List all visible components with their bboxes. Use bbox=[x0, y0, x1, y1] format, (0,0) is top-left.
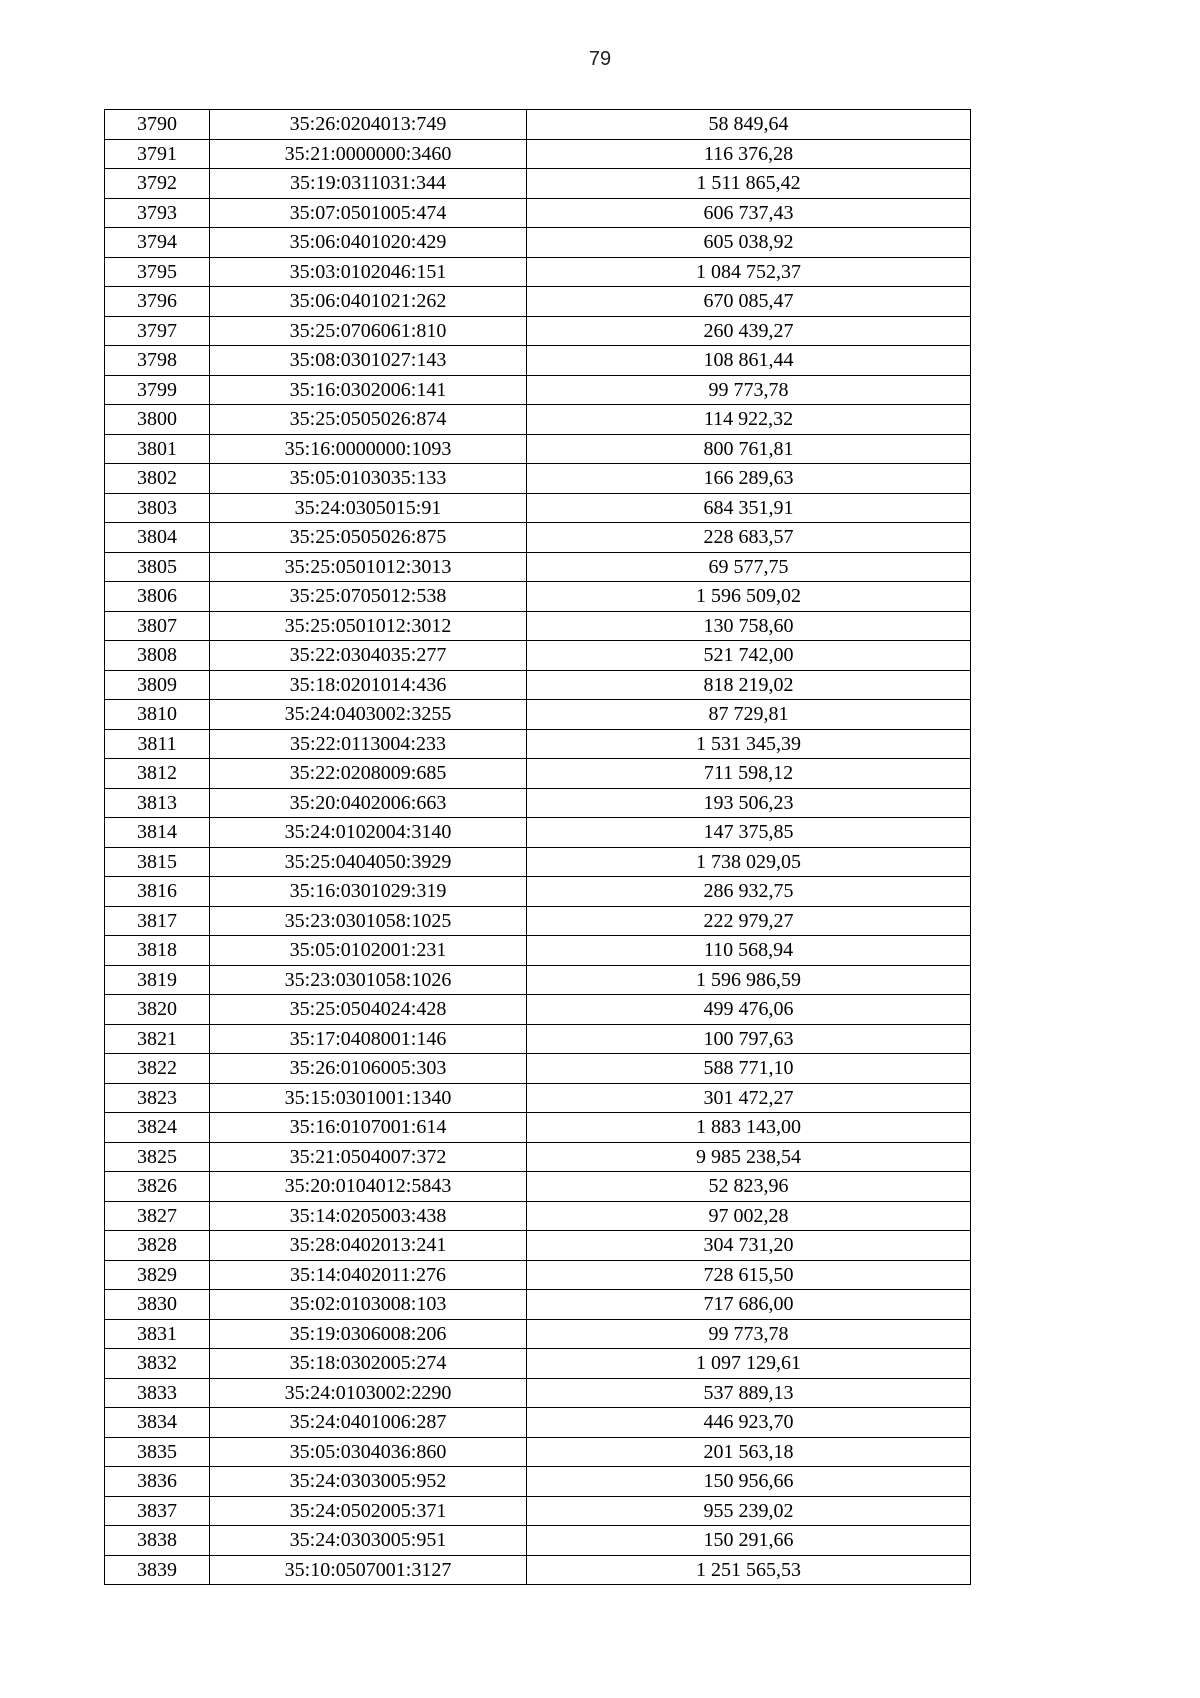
cadastral-number-cell: 35:24:0303005:951 bbox=[210, 1526, 527, 1556]
row-number-cell: 3810 bbox=[105, 700, 210, 730]
cadastral-value-cell: 728 615,50 bbox=[527, 1260, 971, 1290]
table-row bbox=[105, 611, 971, 641]
row-number-cell: 3827 bbox=[105, 1201, 210, 1231]
row-number-cell: 3837 bbox=[105, 1496, 210, 1526]
cadastral-number-cell: 35:23:0301058:1026 bbox=[210, 965, 527, 995]
row-number-cell: 3818 bbox=[105, 936, 210, 966]
table-row bbox=[105, 670, 971, 700]
table-row bbox=[105, 759, 971, 789]
cadastral-number-cell: 35:28:0402013:241 bbox=[210, 1231, 527, 1261]
cadastral-value-cell: 130 758,60 bbox=[527, 611, 971, 641]
cadastral-value-cell: 304 731,20 bbox=[527, 1231, 971, 1261]
row-number-cell: 3826 bbox=[105, 1172, 210, 1202]
row-number-cell: 3806 bbox=[105, 582, 210, 612]
cadastral-value-cell: 588 771,10 bbox=[527, 1054, 971, 1084]
cadastral-number-cell: 35:19:0306008:206 bbox=[210, 1319, 527, 1349]
row-number-cell: 3797 bbox=[105, 316, 210, 346]
table-row bbox=[105, 1260, 971, 1290]
cadastral-number-cell: 35:06:0401020:429 bbox=[210, 228, 527, 258]
row-number-cell: 3801 bbox=[105, 434, 210, 464]
row-number-cell: 3816 bbox=[105, 877, 210, 907]
cadastral-number-cell: 35:25:0501012:3012 bbox=[210, 611, 527, 641]
row-number-cell: 3829 bbox=[105, 1260, 210, 1290]
cadastral-number-cell: 35:10:0507001:3127 bbox=[210, 1555, 527, 1585]
cadastral-number-cell: 35:25:0504024:428 bbox=[210, 995, 527, 1025]
cadastral-value-cell: 58 849,64 bbox=[527, 110, 971, 140]
cadastral-number-cell: 35:25:0705012:538 bbox=[210, 582, 527, 612]
cadastral-value-cell: 286 932,75 bbox=[527, 877, 971, 907]
cadastral-value-cell: 1 738 029,05 bbox=[527, 847, 971, 877]
cadastral-value-cell: 684 351,91 bbox=[527, 493, 971, 523]
table-row bbox=[105, 1172, 971, 1202]
cadastral-value-cell: 166 289,63 bbox=[527, 464, 971, 494]
table-row bbox=[105, 1201, 971, 1231]
cadastral-value-cell: 87 729,81 bbox=[527, 700, 971, 730]
cadastral-number-cell: 35:25:0501012:3013 bbox=[210, 552, 527, 582]
table-body bbox=[105, 110, 971, 1585]
cadastral-value-cell: 97 002,28 bbox=[527, 1201, 971, 1231]
table-row bbox=[105, 788, 971, 818]
row-number-cell: 3834 bbox=[105, 1408, 210, 1438]
cadastral-number-cell: 35:26:0106005:303 bbox=[210, 1054, 527, 1084]
cadastral-value-cell: 818 219,02 bbox=[527, 670, 971, 700]
cadastral-number-cell: 35:05:0102001:231 bbox=[210, 936, 527, 966]
table-row bbox=[105, 582, 971, 612]
table-row bbox=[105, 316, 971, 346]
cadastral-number-cell: 35:24:0303005:952 bbox=[210, 1467, 527, 1497]
cadastral-value-cell: 1 531 345,39 bbox=[527, 729, 971, 759]
cadastral-number-cell: 35:26:0204013:749 bbox=[210, 110, 527, 140]
cadastral-value-cell: 150 291,66 bbox=[527, 1526, 971, 1556]
cadastral-value-cell: 260 439,27 bbox=[527, 316, 971, 346]
row-number-cell: 3807 bbox=[105, 611, 210, 641]
cadastral-value-cell: 52 823,96 bbox=[527, 1172, 971, 1202]
cadastral-number-cell: 35:02:0103008:103 bbox=[210, 1290, 527, 1320]
cadastral-value-cell: 116 376,28 bbox=[527, 139, 971, 169]
table-row bbox=[105, 641, 971, 671]
cadastral-number-cell: 35:16:0302006:141 bbox=[210, 375, 527, 405]
cadastral-number-cell: 35:22:0113004:233 bbox=[210, 729, 527, 759]
cadastral-number-cell: 35:20:0402006:663 bbox=[210, 788, 527, 818]
cadastral-value-cell: 201 563,18 bbox=[527, 1437, 971, 1467]
row-number-cell: 3802 bbox=[105, 464, 210, 494]
cadastral-value-cell: 1 251 565,53 bbox=[527, 1555, 971, 1585]
cadastral-value-cell: 9 985 238,54 bbox=[527, 1142, 971, 1172]
cadastral-number-cell: 35:24:0502005:371 bbox=[210, 1496, 527, 1526]
page-number: 79 bbox=[588, 48, 612, 70]
row-number-cell: 3838 bbox=[105, 1526, 210, 1556]
table-row bbox=[105, 1290, 971, 1320]
table-row bbox=[105, 1526, 971, 1556]
cadastral-number-cell: 35:14:0205003:438 bbox=[210, 1201, 527, 1231]
table-row bbox=[105, 464, 971, 494]
table-row bbox=[105, 700, 971, 730]
table-row bbox=[105, 1378, 971, 1408]
table-row bbox=[105, 1231, 971, 1261]
table-row bbox=[105, 287, 971, 317]
cadastral-value-cell: 100 797,63 bbox=[527, 1024, 971, 1054]
table-row bbox=[105, 906, 971, 936]
row-number-cell: 3835 bbox=[105, 1437, 210, 1467]
cadastral-value-cell: 537 889,13 bbox=[527, 1378, 971, 1408]
cadastral-number-cell: 35:21:0000000:3460 bbox=[210, 139, 527, 169]
cadastral-value-cell: 108 861,44 bbox=[527, 346, 971, 376]
row-number-cell: 3803 bbox=[105, 493, 210, 523]
cadastral-number-cell: 35:06:0401021:262 bbox=[210, 287, 527, 317]
table-row bbox=[105, 375, 971, 405]
cadastral-number-cell: 35:25:0706061:810 bbox=[210, 316, 527, 346]
table-row bbox=[105, 198, 971, 228]
table-row bbox=[105, 729, 971, 759]
table-row bbox=[105, 523, 971, 553]
row-number-cell: 3839 bbox=[105, 1555, 210, 1585]
cadastral-number-cell: 35:20:0104012:5843 bbox=[210, 1172, 527, 1202]
row-number-cell: 3805 bbox=[105, 552, 210, 582]
cadastral-value-cell: 955 239,02 bbox=[527, 1496, 971, 1526]
table-row bbox=[105, 493, 971, 523]
row-number-cell: 3790 bbox=[105, 110, 210, 140]
cadastral-value-cell: 193 506,23 bbox=[527, 788, 971, 818]
cadastral-value-cell: 1 511 865,42 bbox=[527, 169, 971, 199]
cadastral-number-cell: 35:24:0103002:2290 bbox=[210, 1378, 527, 1408]
table-row bbox=[105, 405, 971, 435]
cadastral-value-cell: 150 956,66 bbox=[527, 1467, 971, 1497]
row-number-cell: 3824 bbox=[105, 1113, 210, 1143]
cadastral-value-cell: 711 598,12 bbox=[527, 759, 971, 789]
cadastral-number-cell: 35:15:0301001:1340 bbox=[210, 1083, 527, 1113]
cadastral-value-cell: 114 922,32 bbox=[527, 405, 971, 435]
cadastral-value-cell: 717 686,00 bbox=[527, 1290, 971, 1320]
cadastral-value-cell: 1 097 129,61 bbox=[527, 1349, 971, 1379]
row-number-cell: 3813 bbox=[105, 788, 210, 818]
cadastral-value-cell: 147 375,85 bbox=[527, 818, 971, 848]
cadastral-number-cell: 35:17:0408001:146 bbox=[210, 1024, 527, 1054]
row-number-cell: 3791 bbox=[105, 139, 210, 169]
row-number-cell: 3817 bbox=[105, 906, 210, 936]
cadastral-number-cell: 35:24:0403002:3255 bbox=[210, 700, 527, 730]
cadastral-value-cell: 69 577,75 bbox=[527, 552, 971, 582]
row-number-cell: 3828 bbox=[105, 1231, 210, 1261]
table-row bbox=[105, 552, 971, 582]
row-number-cell: 3833 bbox=[105, 1378, 210, 1408]
table-row bbox=[105, 1083, 971, 1113]
cadastral-value-table bbox=[104, 109, 971, 1585]
cadastral-number-cell: 35:19:0311031:344 bbox=[210, 169, 527, 199]
table-row bbox=[105, 847, 971, 877]
table-row bbox=[105, 936, 971, 966]
cadastral-value-cell: 110 568,94 bbox=[527, 936, 971, 966]
cadastral-value-cell: 521 742,00 bbox=[527, 641, 971, 671]
cadastral-value-cell: 446 923,70 bbox=[527, 1408, 971, 1438]
row-number-cell: 3820 bbox=[105, 995, 210, 1025]
table-row bbox=[105, 1467, 971, 1497]
cadastral-number-cell: 35:16:0107001:614 bbox=[210, 1113, 527, 1143]
cadastral-value-cell: 222 979,27 bbox=[527, 906, 971, 936]
cadastral-value-cell: 499 476,06 bbox=[527, 995, 971, 1025]
cadastral-number-cell: 35:22:0304035:277 bbox=[210, 641, 527, 671]
cadastral-value-cell: 606 737,43 bbox=[527, 198, 971, 228]
row-number-cell: 3832 bbox=[105, 1349, 210, 1379]
table-row bbox=[105, 434, 971, 464]
cadastral-number-cell: 35:24:0305015:91 bbox=[210, 493, 527, 523]
table-row bbox=[105, 1142, 971, 1172]
cadastral-value-cell: 1 596 986,59 bbox=[527, 965, 971, 995]
row-number-cell: 3793 bbox=[105, 198, 210, 228]
cadastral-number-cell: 35:08:0301027:143 bbox=[210, 346, 527, 376]
table-row bbox=[105, 228, 971, 258]
row-number-cell: 3822 bbox=[105, 1054, 210, 1084]
row-number-cell: 3814 bbox=[105, 818, 210, 848]
table-row bbox=[105, 1437, 971, 1467]
row-number-cell: 3819 bbox=[105, 965, 210, 995]
row-number-cell: 3798 bbox=[105, 346, 210, 376]
row-number-cell: 3831 bbox=[105, 1319, 210, 1349]
cadastral-number-cell: 35:24:0401006:287 bbox=[210, 1408, 527, 1438]
table-row bbox=[105, 346, 971, 376]
row-number-cell: 3811 bbox=[105, 729, 210, 759]
row-number-cell: 3809 bbox=[105, 670, 210, 700]
table-row bbox=[105, 818, 971, 848]
row-number-cell: 3808 bbox=[105, 641, 210, 671]
table-row bbox=[105, 1408, 971, 1438]
cadastral-number-cell: 35:23:0301058:1025 bbox=[210, 906, 527, 936]
cadastral-number-cell: 35:07:0501005:474 bbox=[210, 198, 527, 228]
row-number-cell: 3836 bbox=[105, 1467, 210, 1497]
cadastral-value-cell: 605 038,92 bbox=[527, 228, 971, 258]
row-number-cell: 3794 bbox=[105, 228, 210, 258]
cadastral-number-cell: 35:14:0402011:276 bbox=[210, 1260, 527, 1290]
cadastral-value-cell: 301 472,27 bbox=[527, 1083, 971, 1113]
cadastral-number-cell: 35:24:0102004:3140 bbox=[210, 818, 527, 848]
cadastral-number-cell: 35:21:0504007:372 bbox=[210, 1142, 527, 1172]
cadastral-number-cell: 35:16:0301029:319 bbox=[210, 877, 527, 907]
table-row bbox=[105, 169, 971, 199]
cadastral-number-cell: 35:25:0505026:874 bbox=[210, 405, 527, 435]
cadastral-number-cell: 35:22:0208009:685 bbox=[210, 759, 527, 789]
row-number-cell: 3823 bbox=[105, 1083, 210, 1113]
row-number-cell: 3830 bbox=[105, 1290, 210, 1320]
cadastral-number-cell: 35:25:0505026:875 bbox=[210, 523, 527, 553]
cadastral-number-cell: 35:25:0404050:3929 bbox=[210, 847, 527, 877]
cadastral-value-cell: 1 883 143,00 bbox=[527, 1113, 971, 1143]
row-number-cell: 3804 bbox=[105, 523, 210, 553]
row-number-cell: 3792 bbox=[105, 169, 210, 199]
cadastral-number-cell: 35:18:0302005:274 bbox=[210, 1349, 527, 1379]
table-row bbox=[105, 995, 971, 1025]
row-number-cell: 3815 bbox=[105, 847, 210, 877]
table-row bbox=[105, 110, 971, 140]
table-row bbox=[105, 1496, 971, 1526]
row-number-cell: 3796 bbox=[105, 287, 210, 317]
table-row bbox=[105, 965, 971, 995]
table-row bbox=[105, 1319, 971, 1349]
row-number-cell: 3821 bbox=[105, 1024, 210, 1054]
row-number-cell: 3812 bbox=[105, 759, 210, 789]
table-row bbox=[105, 1024, 971, 1054]
row-number-cell: 3800 bbox=[105, 405, 210, 435]
table-row bbox=[105, 1054, 971, 1084]
cadastral-value-cell: 99 773,78 bbox=[527, 375, 971, 405]
table-row bbox=[105, 877, 971, 907]
cadastral-number-cell: 35:16:0000000:1093 bbox=[210, 434, 527, 464]
cadastral-value-cell: 228 683,57 bbox=[527, 523, 971, 553]
table-row bbox=[105, 1113, 971, 1143]
cadastral-value-cell: 99 773,78 bbox=[527, 1319, 971, 1349]
table-row bbox=[105, 139, 971, 169]
cadastral-value-cell: 800 761,81 bbox=[527, 434, 971, 464]
cadastral-number-cell: 35:18:0201014:436 bbox=[210, 670, 527, 700]
table-row bbox=[105, 257, 971, 287]
table-row bbox=[105, 1349, 971, 1379]
row-number-cell: 3825 bbox=[105, 1142, 210, 1172]
cadastral-value-cell: 1 596 509,02 bbox=[527, 582, 971, 612]
cadastral-value-cell: 1 084 752,37 bbox=[527, 257, 971, 287]
cadastral-value-cell: 670 085,47 bbox=[527, 287, 971, 317]
table-row bbox=[105, 1555, 971, 1585]
row-number-cell: 3799 bbox=[105, 375, 210, 405]
cadastral-number-cell: 35:03:0102046:151 bbox=[210, 257, 527, 287]
cadastral-number-cell: 35:05:0304036:860 bbox=[210, 1437, 527, 1467]
cadastral-number-cell: 35:05:0103035:133 bbox=[210, 464, 527, 494]
row-number-cell: 3795 bbox=[105, 257, 210, 287]
